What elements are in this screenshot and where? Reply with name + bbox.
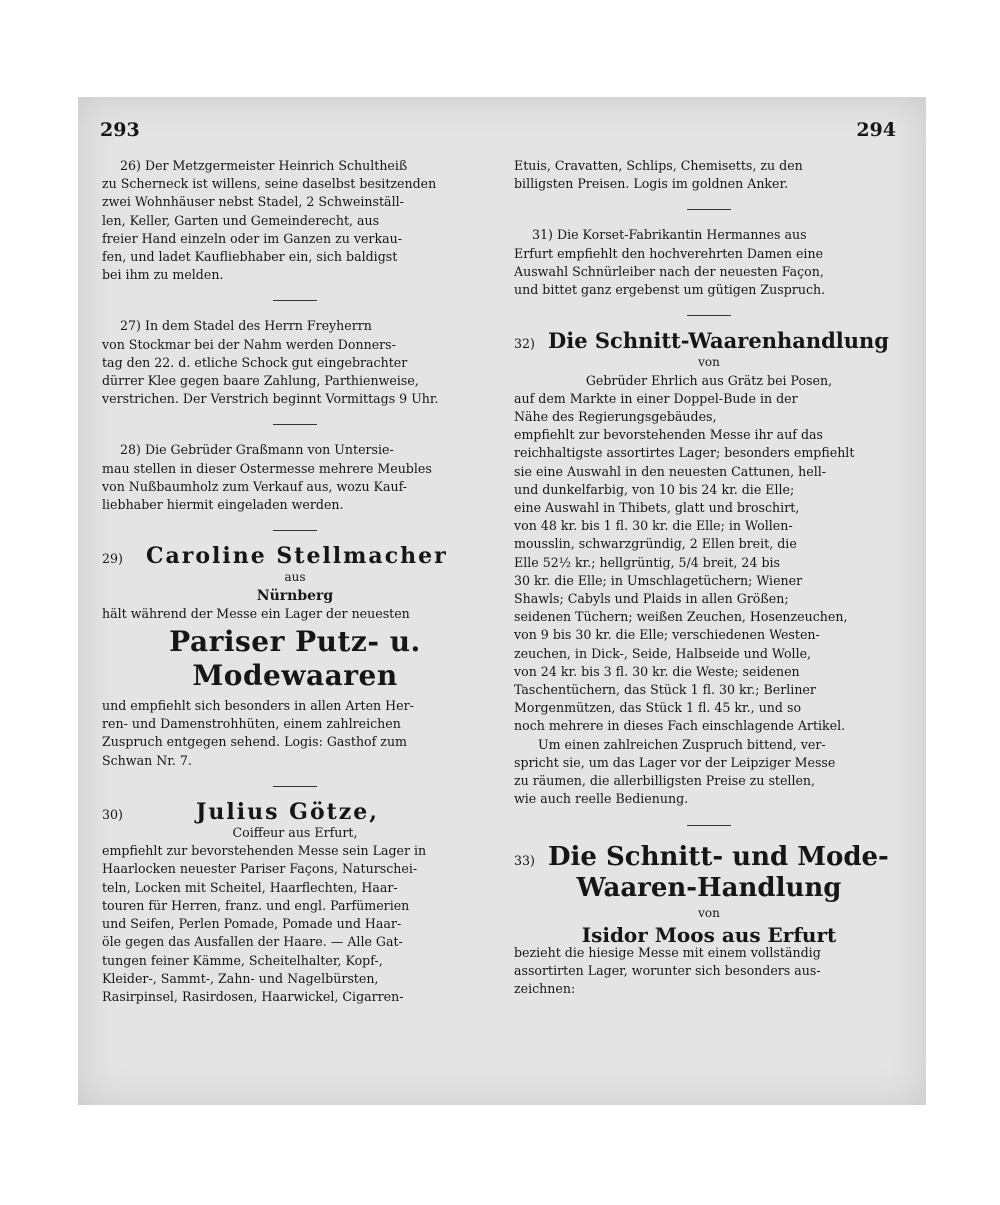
text-line: empfiehlt zur bevorstehenden Messe ihr auf das: [514, 427, 824, 443]
text-line: tag den 22. d. etliche Schock gut eingebrachter: [102, 354, 408, 370]
advert-28: [102, 441, 488, 514]
text-line: und empfiehlt sich besonders in allen Arten Her-: [102, 698, 414, 714]
text-line: sie eine Auswahl in den neuesten Cattunen, hell-: [514, 463, 827, 479]
text-line: von 48 kr. bis 1 fl. 30 kr. die Elle; in Wollen-: [514, 518, 793, 534]
advert-30: [102, 798, 488, 1006]
text-line: zu Scherneck ist willens, seine daselbst besitzenden: [102, 176, 437, 192]
text-line: Morgenmützen, das Stück 1 fl. 45 kr., und so: [514, 700, 802, 716]
advert-number: 27): [120, 318, 141, 334]
advert-26: [102, 157, 488, 284]
text-line: eine Auswahl in Thibets, glatt und broschirt,: [514, 500, 800, 516]
text-line: Haarlocken neuester Pariser Façons, Naturschei-: [102, 861, 418, 877]
advert-number: 28): [120, 442, 141, 458]
text-line: von Nußbaumholz zum Verkauf aus, wozu Kauf-: [102, 478, 408, 494]
text-line: Erfurt empfiehlt den hochverehrten Damen eine: [514, 245, 824, 261]
text-line: Die Korset-Fabrikantin Hermannes aus: [556, 227, 807, 243]
text-line: Shawls; Cabyls und Plaids in allen Größen;: [514, 591, 789, 607]
text-line: Taschentüchern, das Stück 1 fl. 30 kr.; Berliner: [514, 682, 816, 698]
text-line: billigsten Preisen. Logis im goldnen Anker.: [514, 176, 789, 192]
text-line: Etuis, Cravatten, Schlips, Chemisetts, zu den: [514, 158, 803, 173]
advert-number: 30): [102, 806, 123, 822]
advert-number: 31): [532, 227, 553, 243]
text-line: freier Hand einzeln oder im Ganzen zu verkau-: [102, 230, 402, 246]
left-column: [102, 157, 488, 1006]
text-line: auf dem Markte in einer Doppel-Bude in der: [514, 390, 798, 406]
text-line: öle gegen das Ausfallen der Haare. — Alle Gat-: [102, 934, 403, 950]
page-number-right: 294: [856, 119, 896, 141]
merchant-name: Julius Götze,: [196, 798, 379, 825]
text-line: Elle 52½ kr.; hellgrüntig, 5/4 breit, 24 bis: [514, 554, 781, 570]
right-column: [514, 157, 904, 999]
text-line: reichhaltigste assortirtes Lager; besonders empfiehlt: [514, 445, 855, 461]
page-number-left: 293: [100, 119, 140, 141]
text-line: zwei Wohnhäuser nebst Stadel, 2 Schweinställ-: [102, 194, 404, 210]
text-line: Rasirpinsel, Rasirdosen, Haarwickel, Cigarren-: [102, 988, 404, 1004]
text-line: dürrer Klee gegen baare Zahlung, Parthienweise,: [102, 373, 419, 389]
merchant-title: Coiffeur aus Erfurt,: [232, 825, 358, 841]
advert-30-heading: [102, 798, 488, 825]
text-line: mau stellen in dieser Ostermesse mehrere Meubles: [102, 460, 432, 476]
advert-33-heading: [514, 842, 904, 872]
advert-31: [514, 226, 904, 299]
advert-29: [102, 543, 488, 770]
text-line: verstrichen. Der Verstrich beginnt Vormittags 9 Uhr.: [102, 391, 439, 407]
text-line: In dem Stadel des Herrn Freyherrn: [144, 318, 372, 334]
text-line: seidenen Tüchern; weißen Zeuchen, Hosenzeuchen,: [514, 609, 848, 625]
advert-28-line: [102, 441, 488, 459]
text-line: bei ihm zu melden.: [102, 267, 224, 283]
advert-number: 33): [514, 852, 535, 868]
text-line: und bittet ganz ergebenst um gütigen Zuspruch.: [514, 282, 826, 298]
text-line: Der Metzgermeister Heinrich Schultheiß: [144, 158, 408, 173]
text-line: len, Keller, Garten und Gemeinderecht, aus: [102, 212, 380, 228]
text-line: Kleider-, Sammt-, Zahn- und Nagelbürsten,: [102, 970, 379, 986]
from-label: aus: [284, 570, 306, 585]
text-line: tungen feiner Kämme, Scheitelhalter, Kopf-,: [102, 952, 383, 968]
text-line: Schwan Nr. 7.: [102, 752, 192, 768]
text-line: und dunkelfarbig, von 10 bis 24 kr. die Elle;: [514, 481, 795, 497]
text-line: teln, Locken mit Scheitel, Haarflechten, Haar-: [102, 879, 398, 895]
advert-number: 29): [102, 551, 123, 567]
merchant-city: Nürnberg: [256, 587, 334, 604]
text-line: von Stockmar bei der Nahm werden Donners-: [102, 336, 396, 352]
text-line: empfiehlt zur bevorstehenden Messe sein Lager in: [102, 843, 427, 859]
separator-rule: [273, 786, 317, 787]
text-line: zu räumen, die allerbilligsten Preise zu stellen,: [514, 773, 816, 789]
from-label: von: [698, 905, 720, 920]
text-line: spricht sie, um das Lager vor der Leipziger Messe: [514, 754, 836, 770]
text-line: fen, und ladet Kaufliebhaber ein, sich baldigst: [102, 249, 398, 265]
text-line: ren- und Damenstrohhüten, einem zahlreichen: [102, 716, 401, 732]
shop-headline: Die Schnitt-Waarenhandlung: [548, 328, 889, 354]
advert-32: [514, 328, 904, 808]
text-line: assortirten Lager, worunter sich besonders aus-: [514, 963, 821, 979]
product-headline: Pariser Putz- u. Modewaaren: [169, 625, 421, 693]
merchant-name: Isidor Moos aus Erfurt: [581, 922, 837, 947]
text-line: von 24 kr. bis 3 fl. 30 kr. die Weste; seidenen: [514, 663, 800, 679]
shop-headline-line-2: Waaren-Handlung: [576, 872, 842, 903]
text-line: Zuspruch entgegen sehend. Logis: Gasthof zum: [102, 734, 407, 750]
separator-rule: [687, 209, 731, 210]
advert-27: [102, 317, 488, 408]
text-line: liebhaber hiermit eingeladen werden.: [102, 497, 344, 513]
text-line: 30 kr. die Elle; in Umschlagetüchern; Wiener: [514, 572, 803, 588]
text-line: und Seifen, Perlen Pomade, Pomade und Haar-: [102, 916, 402, 932]
advert-29-heading: [102, 543, 488, 570]
text-line: noch mehrere in dieses Fach einschlagende Artikel.: [514, 718, 846, 734]
text-line: Auswahl Schnürleiber nach der neuesten Façon,: [514, 263, 824, 279]
separator-rule: [687, 315, 731, 316]
text-line: Um einen zahlreichen Zuspruch bittend, ver-: [538, 736, 826, 752]
advert-number: 26): [120, 158, 141, 173]
advert-31-line: [514, 226, 904, 244]
text-line: mousslin, schwarzgründig, 2 Ellen breit, die: [514, 536, 797, 552]
text-line: touren für Herren, franz. und engl. Parfümerien: [102, 897, 410, 913]
newspaper-page-spread: [78, 97, 926, 1105]
text-line: Nähe des Regierungsgebäudes,: [514, 409, 717, 425]
text-line: zeichnen:: [514, 981, 576, 997]
separator-rule: [273, 424, 317, 425]
text-line: zeuchen, in Dick-, Seide, Halbseide und Wolle,: [514, 645, 812, 661]
advert-33: [514, 842, 904, 999]
firm-name: Gebrüder Ehrlich aus Grätz bei Posen,: [585, 372, 833, 388]
advert-30-continuation: [514, 157, 904, 193]
separator-rule: [687, 825, 731, 826]
text-line: wie auch reelle Bedienung.: [514, 791, 689, 807]
advert-32-heading: [514, 328, 904, 354]
text-line: Die Gebrüder Graßmann von Untersie-: [144, 442, 394, 458]
text-line: bezieht die hiesige Messe mit einem vollständig: [514, 944, 821, 960]
text-line: hält während der Messe ein Lager der neuesten: [102, 605, 410, 621]
from-label: von: [698, 355, 720, 370]
shop-headline-line-1: Die Schnitt- und Mode-: [548, 841, 889, 872]
merchant-name: Caroline Stellmacher: [146, 543, 448, 570]
text-line: von 9 bis 30 kr. die Elle; verschiedenen Westen-: [514, 627, 820, 643]
separator-rule: [273, 530, 317, 531]
advert-number: 32): [514, 336, 535, 352]
advert-27-line: [102, 317, 488, 335]
separator-rule: [273, 300, 317, 301]
advert-26-line: [102, 157, 488, 175]
